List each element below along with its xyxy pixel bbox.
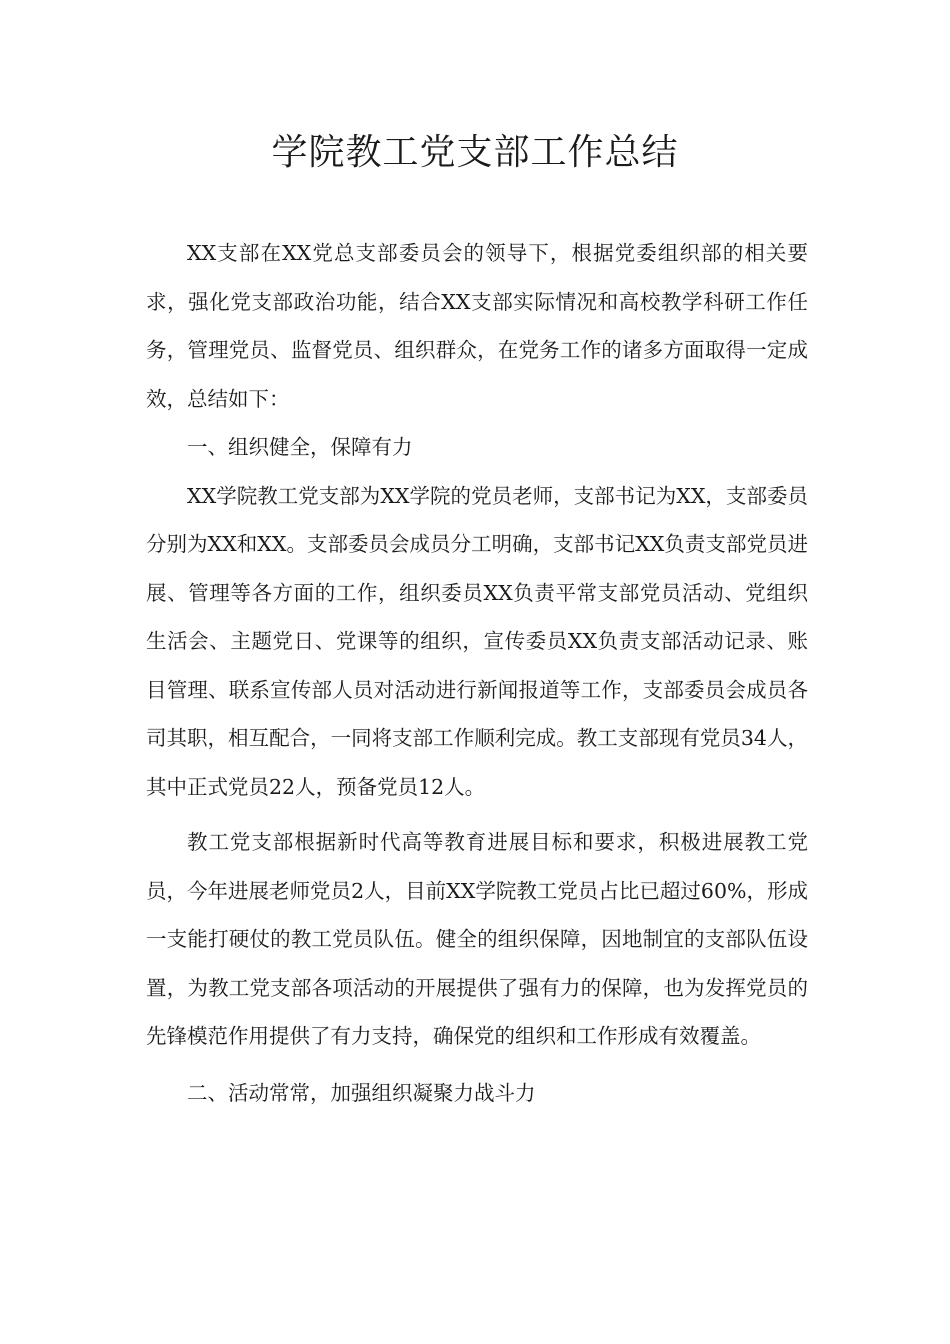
paragraph-intro: XX支部在XX党总支部委员会的领导下，根据党委组织部的相关要求，强化党支部政治功能，结合XX支部实际情况和高校教学科研工作任务，管理党员、监督党员、组织群众，在党务工作的诸多方面取得一定成效，总结如下：	[146, 241, 808, 411]
paragraph-organization: XX学院教工党支部为XX学院的党员老师，支部书记为XX，支部委员分别为XX和XX。支部委员会成员分工明确，支部书记XX负责支部党员进展、管理等各方面的工作，组织委员XX负责平常支部党员活动、党组织生活会、主题党日、党课等的组织，宣传委员XX负责支部活动记录、账目管理、联系宣传部人员对活动进行新闻报道等工作，支部委员会成员各司其职，相互配合，一同将支部工作顺利完成。教工支部现有党员34人，其中正式党员22人，预备党员12人。	[146, 483, 808, 799]
section-heading-1: 一、组织健全，保障有力	[187, 435, 413, 459]
section-heading-2: 二、活动常常，加强组织凝聚力战斗力	[187, 1080, 536, 1105]
paragraph-development: 教工党支部根据新时代高等教育进展目标和要求，积极进展教工党员，今年进展老师党员2人，目前XX学院教工党员占比已超过60%，形成一支能打硬仗的教工党员队伍。健全的组织保障，因地制宜的支部队伍设置，为教工党支部各项活动的开展提供了强有力的保障，也为发挥党员的先锋模范作用提供了有力支持，确保党的组织和工作形成有效覆盖。	[146, 830, 808, 1048]
document-title: 学院教工党支部工作总结	[271, 132, 679, 173]
document-body	[146, 229, 808, 1117]
